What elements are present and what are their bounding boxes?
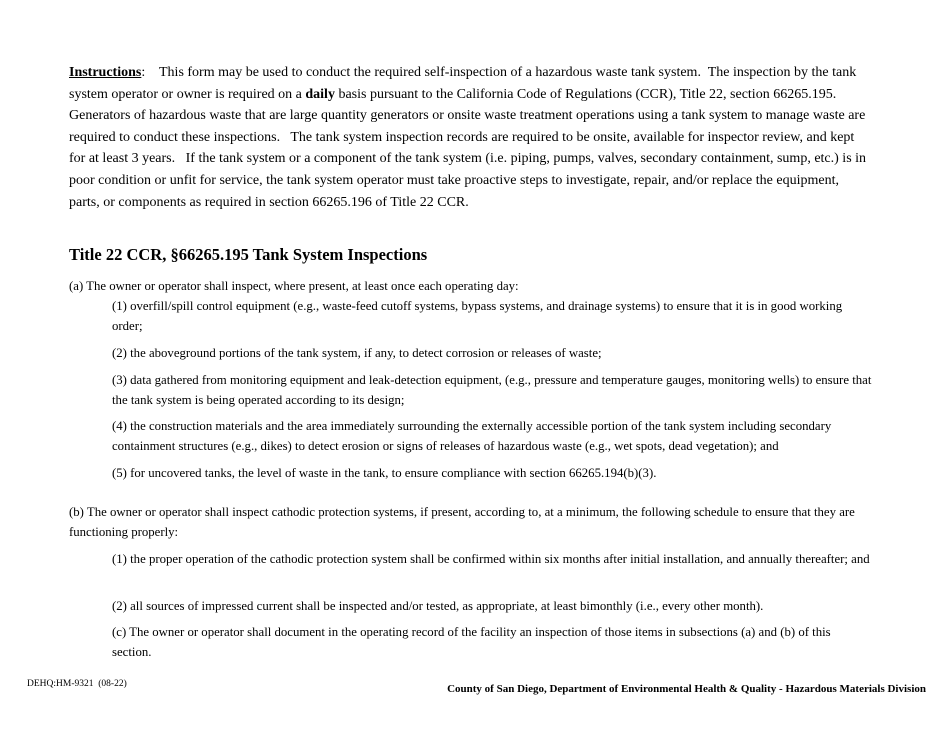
subsection-b-lead: (b) The owner or operator shall inspect cathodic protection systems, if present, according to, at a minimum, the following schedule to ensure that they are functioning properly: bbox=[69, 505, 855, 539]
subsection-a-item-2: (2) the aboveground portions of the tank system, if any, to detect corrosion or releases of waste; bbox=[112, 346, 602, 360]
subsection-a-item-1: (1) overfill/spill control equipment (e.g., waste-feed cutoff systems, bypass systems, and drainage systems) to ensure that it is in good working order; bbox=[112, 299, 843, 333]
agency-footer: County of San Diego, Department of Environmental Health & Quality - Hazardous Materials Division bbox=[447, 683, 926, 695]
subsection-a-item-4: (4) the construction materials and the area immediately surrounding the externally accessible portion of the tank system including secondary containment structures (e.g., dikes) to detect erosion or signs of releases of hazardous waste (e.g., wet spots, dead vegetation); and bbox=[112, 419, 832, 453]
instructions-label: Instructions bbox=[69, 65, 142, 80]
subsection-a-lead: (a) The owner or operator shall inspect, where present, at least once each operating day: bbox=[69, 279, 519, 293]
subsection-b-item-1: (1) the proper operation of the cathodic protection system shall be confirmed within six months after initial installation, and annually thereafter; and bbox=[112, 552, 870, 566]
instructions-label-suffix: : bbox=[141, 65, 146, 80]
subsection-c-text: (c) The owner or operator shall document in the operating record of the facility an inspection of those items in subsections (a) and (b) of this section. bbox=[112, 625, 831, 659]
instructions-text-after: basis pursuant to the California Code of Regulations (CCR), Title 22, section 66265.195. Generators of hazardous waste that are large quantity generators or onsite waste treatment operations using a tank system to manage waste are required to conduct these inspections. The tank system inspection records are required to be onsite, available for inspector review, and kept for at least 3 years. If the tank system or a component of the tank system (i.e. piping, pumps, valves, secondary containment, sump, etc.) is in poor condition or unfit for service, the tank system operator must take proactive steps to investigate, repair, and/or replace the equipment, parts, or components as required in section 66265.196 of Title 22 CCR. bbox=[69, 86, 870, 210]
subsection-b-item-2: (2) all sources of impressed current shall be inspected and/or tested, as appropriate, at least bimonthly (i.e., every other month). bbox=[112, 599, 764, 613]
instructions-text-before: This form may be used to conduct the required self-inspection of a hazardous waste tank system. The inspection by the tank system operator or owner is required on a bbox=[69, 65, 860, 102]
instructions-bold-daily: daily bbox=[305, 86, 335, 102]
subsection-a-item-3: (3) data gathered from monitoring equipment and leak-detection equipment, (e.g., pressure and temperature gauges, monitoring wells) to ensure that the tank system is being operated according to its design; bbox=[112, 373, 872, 407]
subsection-a-item-5: (5) for uncovered tanks, the level of waste in the tank, to ensure compliance with section 66265.194(b)(3). bbox=[112, 466, 657, 480]
form-code: DEHQ:HM-9321 (08-22) bbox=[27, 679, 127, 689]
section-title: Title 22 CCR, §66265.195 Tank System Inspections bbox=[69, 245, 428, 264]
instructions-paragraph bbox=[69, 62, 869, 213]
